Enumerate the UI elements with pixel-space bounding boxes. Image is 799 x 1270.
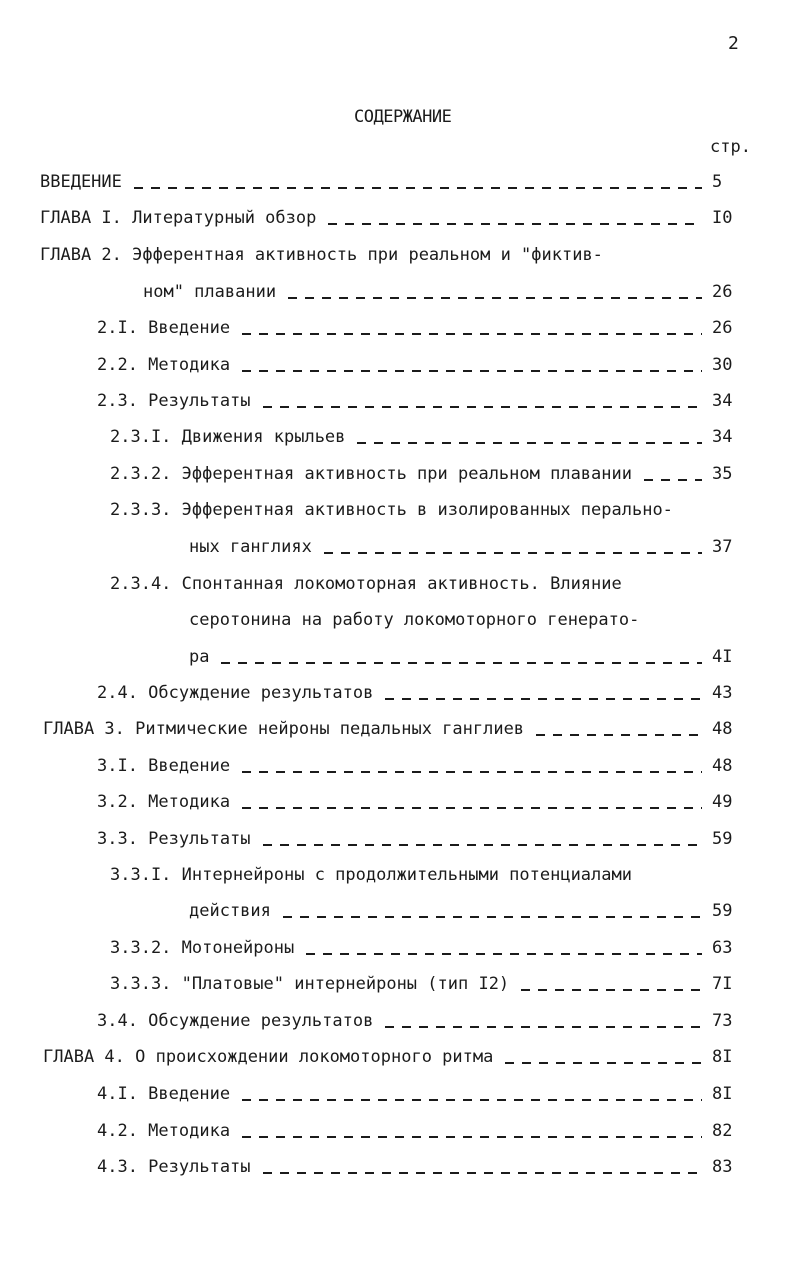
toc-entry-title: 3.3.2. Мотонейроны — [110, 938, 295, 958]
dot-leader — [242, 370, 702, 372]
dot-leader — [263, 406, 702, 408]
toc-entry-page: I0 — [712, 208, 733, 228]
toc-entry-title: 3.3.3. "Платовые" интернейроны (тип I2) — [110, 974, 510, 994]
toc-entry-title: 2.3.2. Эфферентная активность при реальном плавании — [110, 464, 632, 484]
toc-entry — [97, 756, 780, 780]
toc-entry — [110, 500, 780, 524]
dot-leader — [283, 916, 702, 918]
toc-entry-page: 83 — [712, 1157, 733, 1177]
dot-leader — [242, 807, 702, 809]
toc-entry-page: 34 — [712, 427, 733, 447]
toc-entry — [189, 537, 780, 561]
dot-leader — [306, 953, 702, 955]
toc-entry-page: 59 — [712, 901, 733, 921]
toc-entry — [189, 901, 780, 925]
toc-entry-title: 3.I. Введение — [97, 756, 231, 776]
toc-entry — [97, 355, 780, 379]
toc-entry-title: 3.3.I. Интернейроны с продолжительными потенциалами — [110, 865, 632, 885]
toc-entry — [189, 610, 780, 634]
toc-entry-title: 2.3.I. Движения крыльев — [110, 427, 346, 447]
toc-entry — [97, 683, 780, 707]
toc-entry-title: ГЛАВА I. Литературный обзор — [40, 208, 317, 228]
toc-entry — [97, 391, 780, 415]
toc-entry — [97, 792, 780, 816]
dot-leader — [242, 1099, 702, 1101]
page-title: СОДЕРЖАНИЕ — [354, 107, 452, 127]
toc-entry — [189, 647, 780, 671]
toc-entry — [110, 427, 780, 451]
toc-entry-page: 30 — [712, 355, 733, 375]
toc-entry — [110, 464, 780, 488]
dot-leader — [221, 662, 702, 664]
toc-entry-title: 4.3. Результаты — [97, 1157, 251, 1177]
dot-leader — [324, 552, 702, 554]
toc-entry — [40, 172, 780, 196]
toc-entry-title: 2.2. Методика — [97, 355, 231, 375]
toc-entry-page: 73 — [712, 1011, 733, 1031]
toc-entry-title: 2.4. Обсуждение результатов — [97, 683, 374, 703]
dot-leader — [242, 333, 702, 335]
toc-entry — [97, 1157, 780, 1181]
toc-entry-title: 2.3. Результаты — [97, 391, 251, 411]
dot-leader — [328, 223, 702, 225]
toc-entry-page: 5 — [712, 172, 723, 192]
toc-entry-page: 37 — [712, 537, 733, 557]
toc-entry — [97, 1084, 780, 1108]
dot-leader — [242, 771, 702, 773]
toc-entry-title: 4.2. Методика — [97, 1121, 231, 1141]
dot-leader — [357, 442, 702, 444]
toc-entry — [97, 318, 780, 342]
toc-entry-title: 3.2. Методика — [97, 792, 231, 812]
toc-entry — [43, 1047, 780, 1071]
toc-entry — [40, 245, 780, 269]
toc-entry-page: 26 — [712, 318, 733, 338]
toc-entry-title: ных ганглиях — [189, 537, 312, 557]
dot-leader — [385, 698, 702, 700]
toc-entry — [143, 282, 780, 306]
dot-leader — [263, 844, 702, 846]
toc-entry — [97, 1121, 780, 1145]
toc-entry-title: ВВЕДЕНИЕ — [40, 172, 122, 192]
toc-entry-page: 8I — [712, 1084, 733, 1104]
toc-entry-title: 2.3.3. Эфферентная активность в изолированных перально- — [110, 500, 673, 520]
toc-entry-title: 2.3.4. Спонтанная локомоторная активность. Влияние — [110, 574, 622, 594]
dot-leader — [644, 479, 702, 481]
toc-entry-title: ра — [189, 647, 210, 667]
dot-leader — [521, 989, 702, 991]
dot-leader — [134, 187, 702, 189]
toc-entry-title: ГЛАВА 3. Ритмические нейроны педальных ганглиев — [43, 719, 525, 739]
toc-entry-page: 43 — [712, 683, 733, 703]
dot-leader — [385, 1026, 702, 1028]
toc-entry-title: 3.3. Результаты — [97, 829, 251, 849]
toc-entry-page: 7I — [712, 974, 733, 994]
toc-entry-page: 26 — [712, 282, 733, 302]
toc-entry-title: 4.I. Введение — [97, 1084, 231, 1104]
page-column-label: стр. — [710, 137, 751, 157]
toc-entry-page: 82 — [712, 1121, 733, 1141]
toc-entry-page: 49 — [712, 792, 733, 812]
dot-leader — [536, 734, 702, 736]
toc-entry — [110, 574, 780, 598]
toc-entry — [97, 829, 780, 853]
toc-entry — [110, 865, 780, 889]
toc-entry — [43, 719, 780, 743]
toc-entry-title: ГЛАВА 4. О происхождении локомоторного ритма — [43, 1047, 494, 1067]
toc-entry — [40, 208, 780, 232]
toc-entry-page: 59 — [712, 829, 733, 849]
toc-entry — [97, 1011, 780, 1035]
dot-leader — [505, 1062, 702, 1064]
toc-entry — [110, 938, 780, 962]
toc-entry-page: 8I — [712, 1047, 733, 1067]
toc-entry-page: 48 — [712, 719, 733, 739]
toc-entry — [110, 974, 780, 998]
dot-leader — [288, 297, 702, 299]
toc-entry-page: 48 — [712, 756, 733, 776]
toc-entry-title: 2.I. Введение — [97, 318, 231, 338]
toc-entry-title: серотонина на работу локомоторного генерато- — [189, 610, 640, 630]
page-number: 2 — [728, 33, 739, 54]
dot-leader — [263, 1172, 702, 1174]
dot-leader — [242, 1136, 702, 1138]
toc-entry-title: действия — [189, 901, 271, 921]
toc-entry-title: ГЛАВА 2. Эфферентная активность при реальном и "фиктив- — [40, 245, 603, 265]
toc-entry-page: 35 — [712, 464, 733, 484]
toc-entry-page: 34 — [712, 391, 733, 411]
toc-entry-page: 4I — [712, 647, 733, 667]
toc-entry-title: ном" плавании — [143, 282, 277, 302]
toc-entry-page: 63 — [712, 938, 733, 958]
toc-entry-title: 3.4. Обсуждение результатов — [97, 1011, 374, 1031]
